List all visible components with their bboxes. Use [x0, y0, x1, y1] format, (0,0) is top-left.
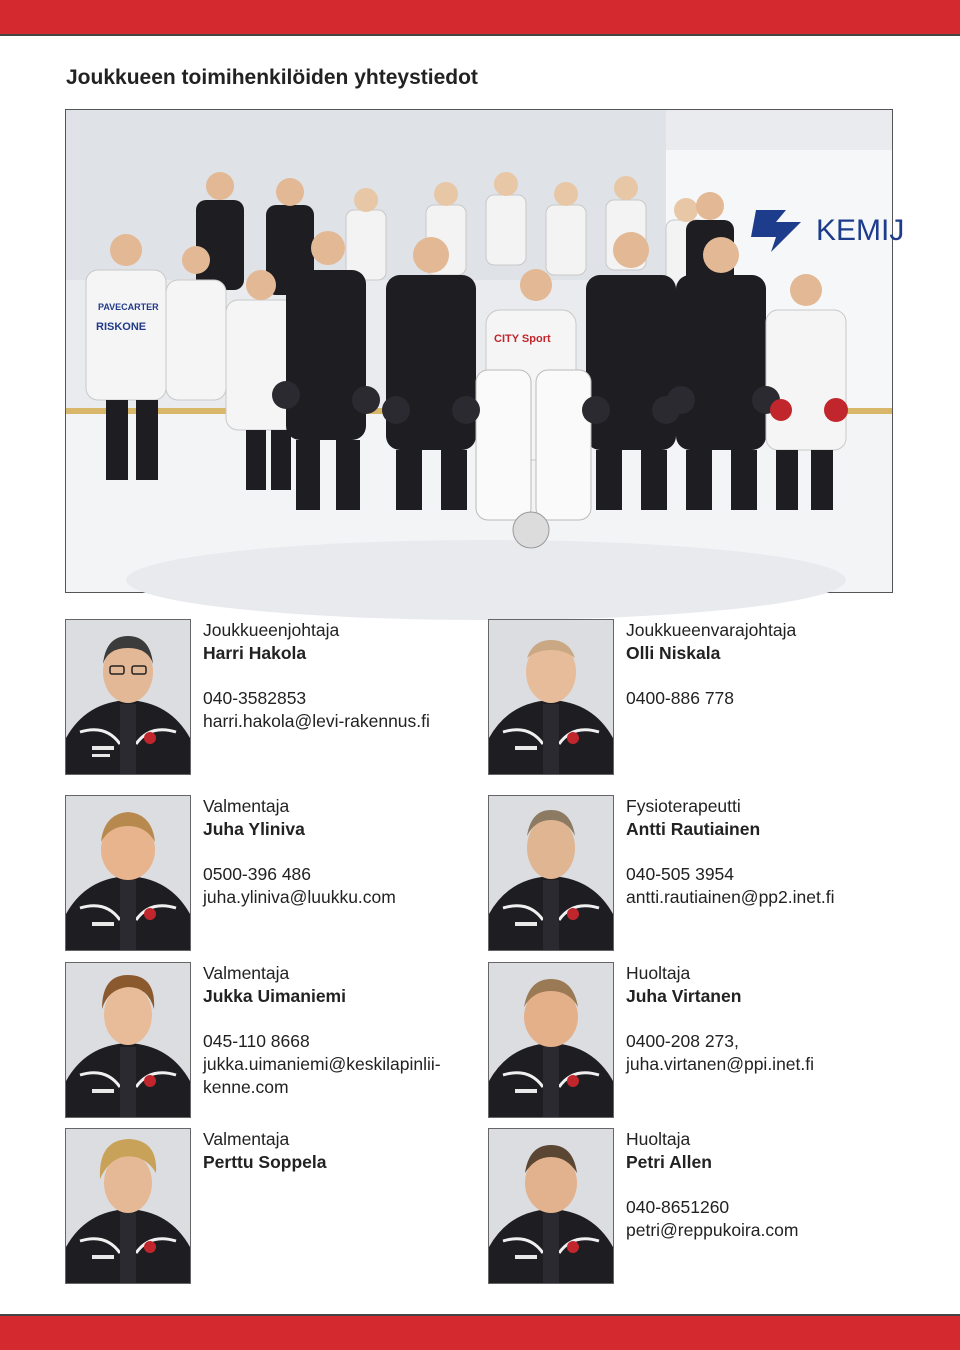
contact-email[interactable]: jukka.uimaniemi@keskilapinlii-: [203, 1054, 441, 1074]
banner-text: KEMIJ: [816, 214, 905, 247]
contact-role: Fysioterapeutti: [626, 796, 741, 816]
contact-role: Valmentaja: [203, 796, 290, 816]
portrait-photo: [488, 962, 614, 1118]
bottom-red-band: [0, 1314, 960, 1350]
contact-email[interactable]: juha.yliniva@luukku.com: [203, 887, 396, 907]
sponsor-text: PAVECARTER: [98, 302, 159, 312]
contact-phone: 0400-886 778: [626, 688, 735, 708]
sponsor-text: RISKONE: [96, 321, 147, 333]
contact-email[interactable]: juha.virtanen@ppi.inet.fi: [626, 1054, 815, 1074]
contact-role: Joukkueenvarajohtaja: [626, 620, 797, 640]
contact-email[interactable]: harri.hakola@levi-rakennus.fi: [203, 711, 430, 731]
portrait-photo: [488, 619, 614, 775]
contact-role: Huoltaja: [626, 1129, 691, 1149]
portrait-photo: [65, 795, 191, 951]
contact-role: Joukkueenjohtaja: [203, 620, 340, 640]
contact-name: Harri Hakola: [203, 643, 307, 663]
contact-role: Valmentaja: [203, 1129, 290, 1149]
contact-name: Juha Yliniva: [203, 819, 305, 839]
top-red-band: [0, 0, 960, 36]
portrait-photo: [488, 795, 614, 951]
contact-name: Olli Niskala: [626, 643, 721, 663]
contact-name: Perttu Soppela: [203, 1152, 327, 1172]
contact-role: Huoltaja: [626, 963, 691, 983]
contact-name: Juha Virtanen: [626, 986, 742, 1006]
portrait-photo: [65, 962, 191, 1118]
contact-email-continued[interactable]: kenne.com: [203, 1077, 289, 1097]
contact-name: Jukka Uimaniemi: [203, 986, 346, 1006]
team-photo: [65, 109, 905, 593]
portrait-photo: [488, 1128, 614, 1284]
contact-phone: 040-3582853: [203, 688, 307, 708]
contact-email[interactable]: petri@reppukoira.com: [626, 1220, 799, 1240]
contact-role: Valmentaja: [203, 963, 290, 983]
portrait-photo: [65, 1128, 191, 1284]
contact-email[interactable]: antti.rautiainen@pp2.inet.fi: [626, 887, 835, 907]
contact-phone: 0400-208 273,: [626, 1031, 739, 1051]
contact-name: Petri Allen: [626, 1152, 712, 1172]
contact-phone: 040-505 3954: [626, 864, 735, 884]
contact-phone: 045-110 8668: [203, 1031, 310, 1051]
contact-phone: 040-8651260: [626, 1197, 730, 1217]
sponsor-text: CITY Sport: [494, 333, 551, 345]
banner-logo: [751, 210, 904, 252]
contact-phone: 0500-396 486: [203, 864, 312, 884]
contact-name: Antti Rautiainen: [626, 819, 761, 839]
portrait-photo: [65, 619, 191, 775]
page-title: Joukkueen toimihenkilöiden yhteystiedot: [66, 66, 478, 89]
